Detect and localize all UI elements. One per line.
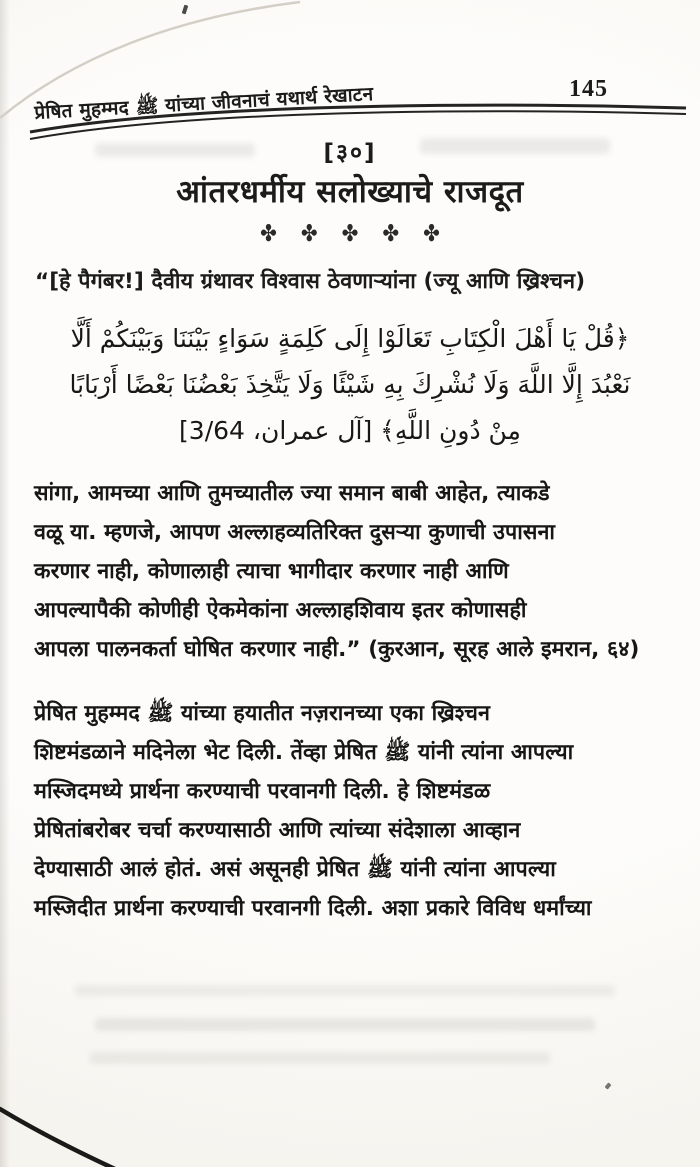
text-line: सांगा, आमच्या आणि तुमच्यातील ज्या समान बाबी आहेत, त्याकडे — [34, 481, 550, 506]
fleuron-icon: ✤ — [382, 219, 400, 247]
verse-translation-paragraph — [34, 474, 668, 669]
bleed-through-artifact — [95, 1018, 595, 1031]
text-line: प्रेषित मुहम्मद ﷺ यांच्या हयातीत नज़रानच्या एका ख्रिश्चन — [34, 701, 491, 726]
page-curl-bottom-left — [0, 1077, 320, 1167]
fleuron-icon: ✤ — [423, 219, 440, 247]
quran-verse — [38, 316, 662, 454]
fleuron-icon: ✤ — [260, 219, 277, 247]
text-line: वळू या. म्हणजे, आपण अल्लाहव्यतिरिक्त दुसऱ्या कुणाची उपासना — [34, 520, 556, 545]
text-line: मस्जिदीत प्रार्थना करण्याची परवानगी दिली. अशा प्रकारे विविध धर्मांच्या — [34, 896, 592, 921]
narrative-paragraph — [34, 694, 668, 928]
bleed-through-artifact — [90, 1052, 550, 1064]
text-line: मस्जिदमध्ये प्रार्थना करण्याची परवानगी दिली. हे शिष्टमंडळ — [34, 779, 491, 804]
verse-line: ﴿قُلْ يَا أَهْلَ الْكِتَابِ تَعَالَوْا إِلَى كَلِمَةٍ سَوَاءٍ بَيْنَنَا وَبَيْنَكُمْ أَلَّا — [70, 324, 630, 353]
ink-speck — [182, 5, 189, 15]
text-line: शिष्टमंडळाने मदिनेला भेट दिली. तेंव्हा प्रेषित ﷺ यांनी त्यांना आपल्या — [34, 740, 574, 765]
page-number: 145 — [569, 76, 608, 102]
text-line-with-citation: आपला पालनकर्ता घोषित करणार नाही.” (कुरआन, सूरह आले इमरान, ६४) — [34, 637, 640, 662]
quote-intro-line: “[हे पैगंबर!] दैवीय ग्रंथावर विश्वास ठेवणाऱ्यांना (ज्यू आणि ख्रिश्चन) — [35, 269, 586, 294]
text-line: देण्यासाठी आलं होतं. असं असूनही प्रेषित ﷺ यांनी त्यांना आपल्या — [34, 857, 556, 882]
ink-speck — [605, 1082, 612, 1089]
verse-line-with-reference: مِنْ دُونِ اللَّهِ﴾ [آل عمران، 3/64] — [179, 416, 521, 445]
verse-line: نَعْبُدَ إِلَّا اللَّهَ وَلَا نُشْرِكَ بِهِ شَيْئًا وَلَا يَتَّخِذَ بَعْضُنَا بَعْضًا أَرْبَابًا — [69, 370, 631, 399]
bleed-through-artifact — [75, 985, 615, 996]
chapter-title: आंतरधर्मीय सलोख्याचे राजदूत — [176, 174, 524, 210]
ornament-row — [0, 221, 700, 245]
text-line: प्रेषितांबरोबर चर्चा करण्यासाठी आणि त्यांच्या संदेशाला आव्हान — [34, 818, 521, 843]
book-header-title: प्रेषित मुहम्मद ﷺ यांच्या जीवनाचं यथार्थ रेखाटन — [33, 83, 374, 124]
chapter-number: [३०] — [323, 140, 377, 166]
fleuron-icon: ✤ — [341, 219, 359, 247]
fleuron-icon: ✤ — [300, 219, 318, 247]
text-line: करणार नाही, कोणालाही त्याचा भागीदार करणार नाही आणि — [34, 559, 509, 584]
text-line: आपल्यापैकी कोणीही ऐकमेकांना अल्लाहशिवाय इतर कोणासही — [34, 598, 527, 623]
